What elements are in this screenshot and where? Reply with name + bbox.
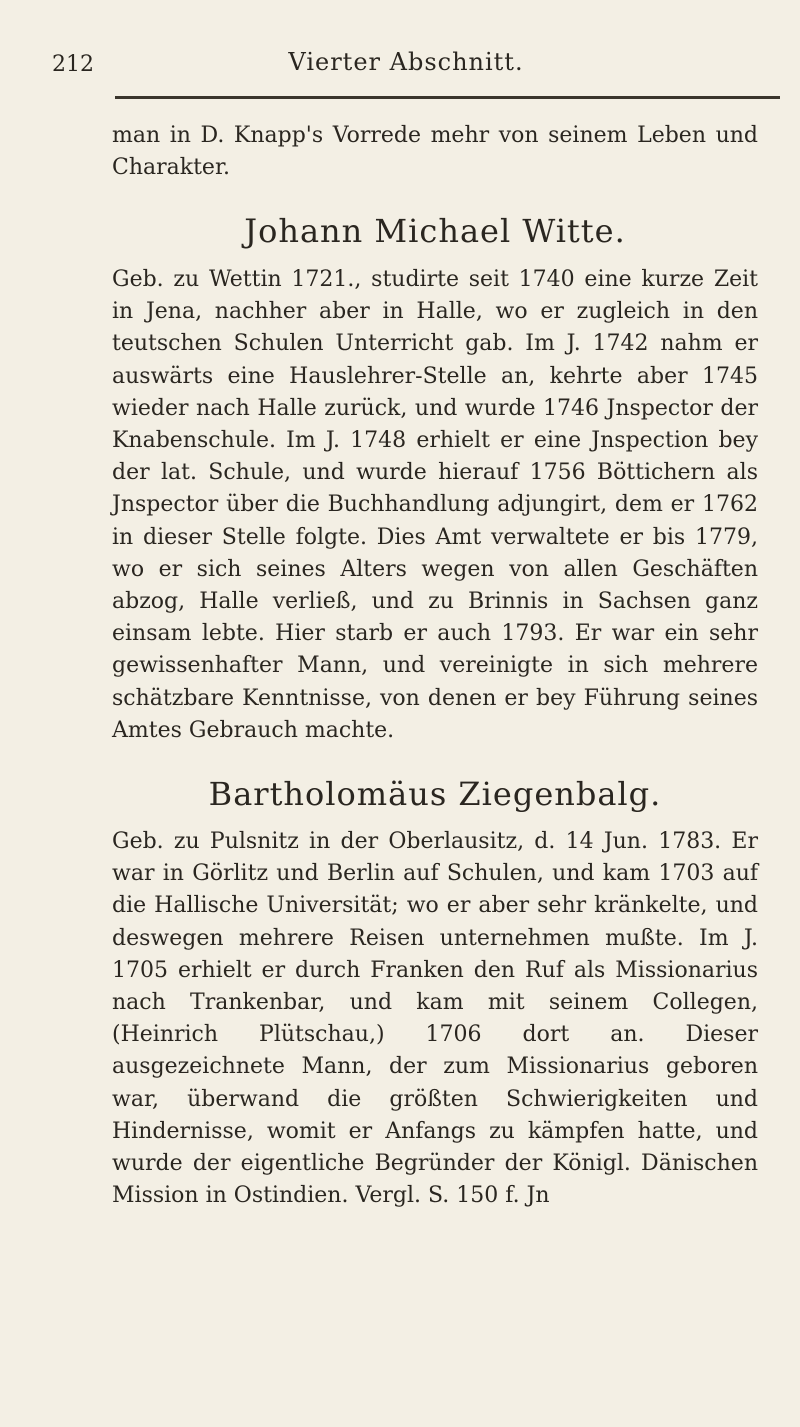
entry-paragraph-ziegenbalg: Geb. zu Pulsnitz in der Oberlausitz, d. 14 Jun. 1783. Er war in Görlitz und Berlin auf Schulen, und kam 1703 auf die Hallische Universität; wo er aber sehr kränkelte, und deswegen mehrere Reisen unternehmen mußte. Im J. 1705 erhielt er durch Franken den Ruf als Missionarius nach Trankenbar, und kam mit seinem Collegen, (Heinrich Plütschau,) 1706 dort an. Dieser ausgezeichnete Mann, der zum Missionarius geboren war, überwand die größten Schwierigkeiten und Hindernisse, womit er Anfangs zu kämpfen hatte, und wurde der eigentliche Begründer der Königl. Dänischen Mission in Ostindien. Vergl. S. 150 f. Jn	[112, 829, 758, 1209]
entry-heading-witte: Johann Michael Witte.	[244, 212, 626, 250]
entry-paragraph-witte: Geb. zu Wettin 1721., studirte seit 1740 eine kurze Zeit in Jena, nachher aber in Halle, wo er zugleich in den teutschen Schulen Unterricht gab. Im J. 1742 nahm er auswärts eine Hauslehrer-Stelle an, kehrte aber 1745 wieder nach Halle zurück, und wurde 1746 Jnspector der Knabenschule. Im J. 1748 erhielt er eine Jnspection bey der lat. Schule, und wurde hierauf 1756 Böttichern als Jnspector über die Buchhandlung adjungirt, dem er 1762 in dieser Stelle folgte. Dies Amt verwaltete er bis 1779, wo er sich seines Alters wegen von allen Geschäften abzog, Halle verließ, und zu Brinnis in Sachsen ganz einsam lebte. Hier starb er auch 1793. Er war ein sehr gewissenhafter Mann, und vereinigte in sich mehrere schätzbare Kenntnisse, von denen er bey Führung seines Amtes Gebrauch machte.	[112, 267, 758, 743]
intro-paragraph: man in D. Knapp's Vorrede mehr von seinem Leben und Charakter.	[112, 123, 758, 181]
page-number: 212	[52, 52, 94, 77]
running-head-title: Vierter Abschnitt.	[288, 48, 524, 76]
entry-heading-ziegenbalg: Bartholomäus Ziegenbalg.	[208, 775, 662, 813]
header-rule	[115, 96, 780, 99]
running-head	[52, 38, 760, 78]
